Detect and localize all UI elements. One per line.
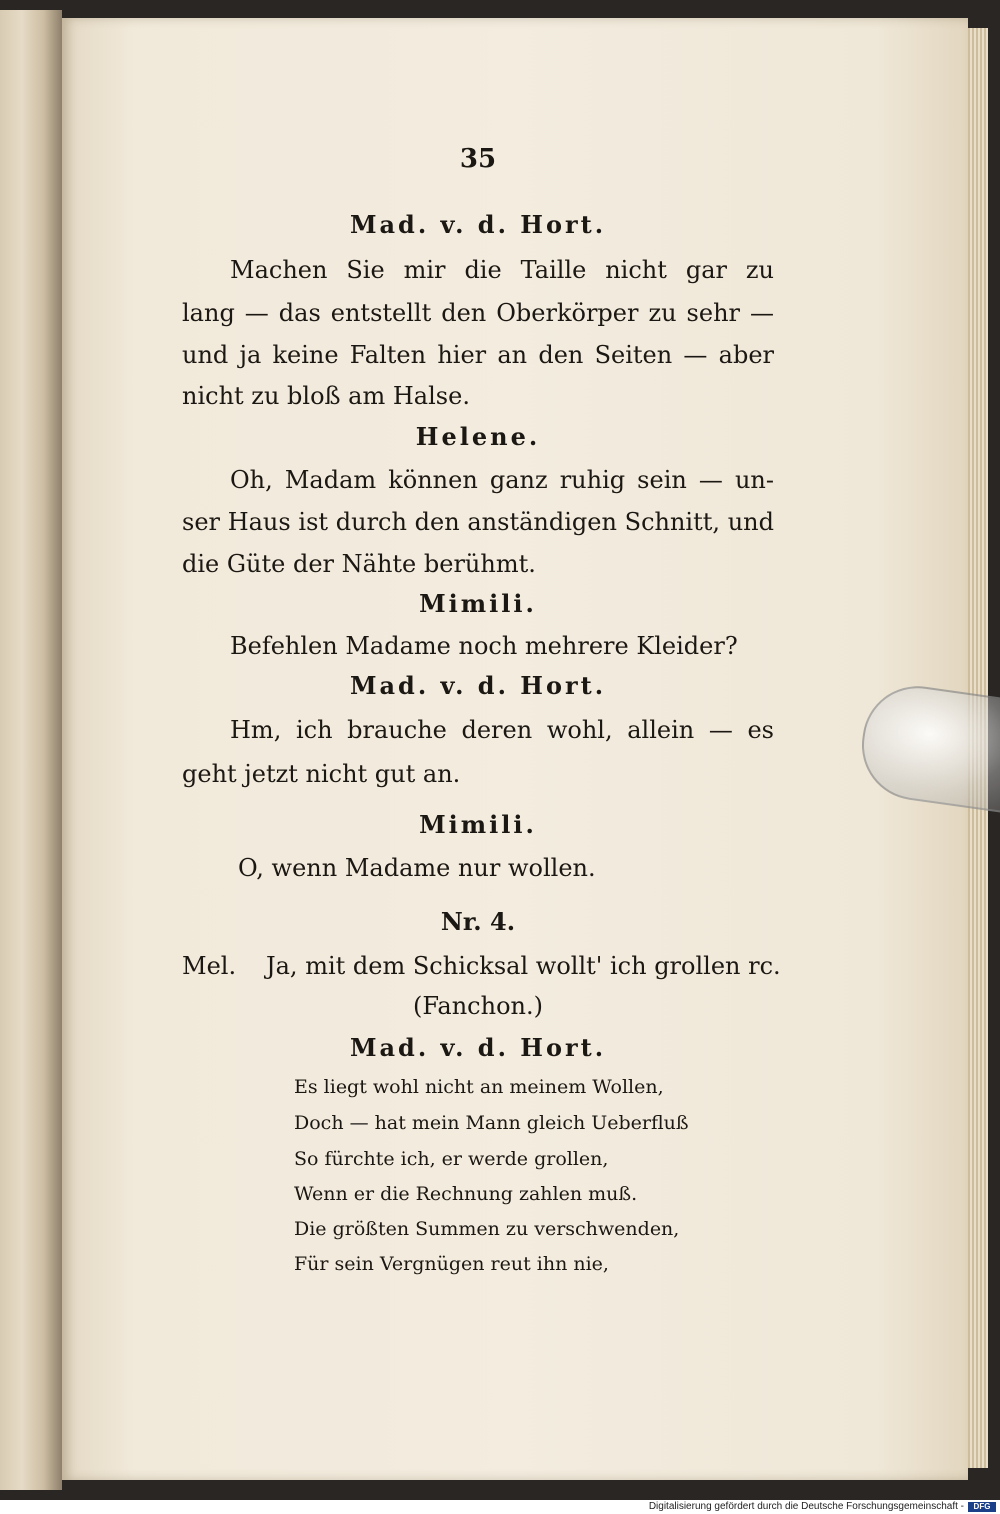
text-line: ser Haus ist durch den anständigen Schnitt, und	[182, 508, 774, 536]
text-line: geht jetzt nicht gut an.	[182, 760, 461, 788]
verse-line: Es liegt wohl nicht an meinem Wollen,	[294, 1076, 664, 1098]
book-page	[62, 18, 968, 1480]
song-number: Nr. 4.	[440, 907, 516, 936]
speaker-heading: Mimili.	[419, 589, 537, 618]
text-line: Befehlen Madame noch mehrere Kleider?	[230, 632, 738, 660]
footer-credit: Digitalisierung gefördert durch die Deutsche Forschungsgemeinschaft -	[648, 1501, 964, 1512]
text-line: nicht zu bloß am Halse.	[182, 382, 470, 410]
text-line: und ja keine Falten hier an den Seiten — aber	[182, 341, 774, 369]
speaker-heading: Mad. v. d. Hort.	[349, 210, 607, 239]
digitization-footer	[0, 1500, 1000, 1514]
page-number: 35	[459, 144, 497, 174]
facing-page-edge	[0, 10, 62, 1490]
melody-source: (Fanchon.)	[413, 992, 543, 1020]
melody-label: Mel.	[182, 952, 237, 980]
verse-line: Für sein Vergnügen reut ihn nie,	[294, 1253, 609, 1275]
text-line: lang — das entstellt den Oberkörper zu sehr —	[182, 299, 774, 327]
speaker-heading: Mimili.	[419, 810, 537, 839]
speaker-heading: Mad. v. d. Hort.	[349, 1033, 607, 1062]
text-line: Oh, Madam können ganz ruhig sein — un-	[230, 466, 774, 494]
melody-title: Ja, mit dem Schicksal wollt' ich grollen rc.	[266, 952, 781, 980]
dfg-logo: DFG	[968, 1502, 996, 1512]
text-line: Machen Sie mir die Taille nicht gar zu	[230, 256, 774, 284]
text-line: O, wenn Madame nur wollen.	[238, 854, 596, 882]
speaker-heading: Mad. v. d. Hort.	[349, 671, 607, 700]
speaker-heading: Helene.	[415, 422, 541, 451]
text-line: die Güte der Nähte berühmt.	[182, 550, 536, 578]
verse-line: Doch — hat mein Mann gleich Ueberfluß	[294, 1112, 689, 1134]
verse-line: So fürchte ich, er werde grollen,	[294, 1148, 609, 1170]
text-line: Hm, ich brauche deren wohl, allein — es	[230, 716, 774, 744]
verse-line: Die größten Summen zu verschwenden,	[294, 1218, 680, 1240]
verse-line: Wenn er die Rechnung zahlen muß.	[294, 1183, 638, 1205]
